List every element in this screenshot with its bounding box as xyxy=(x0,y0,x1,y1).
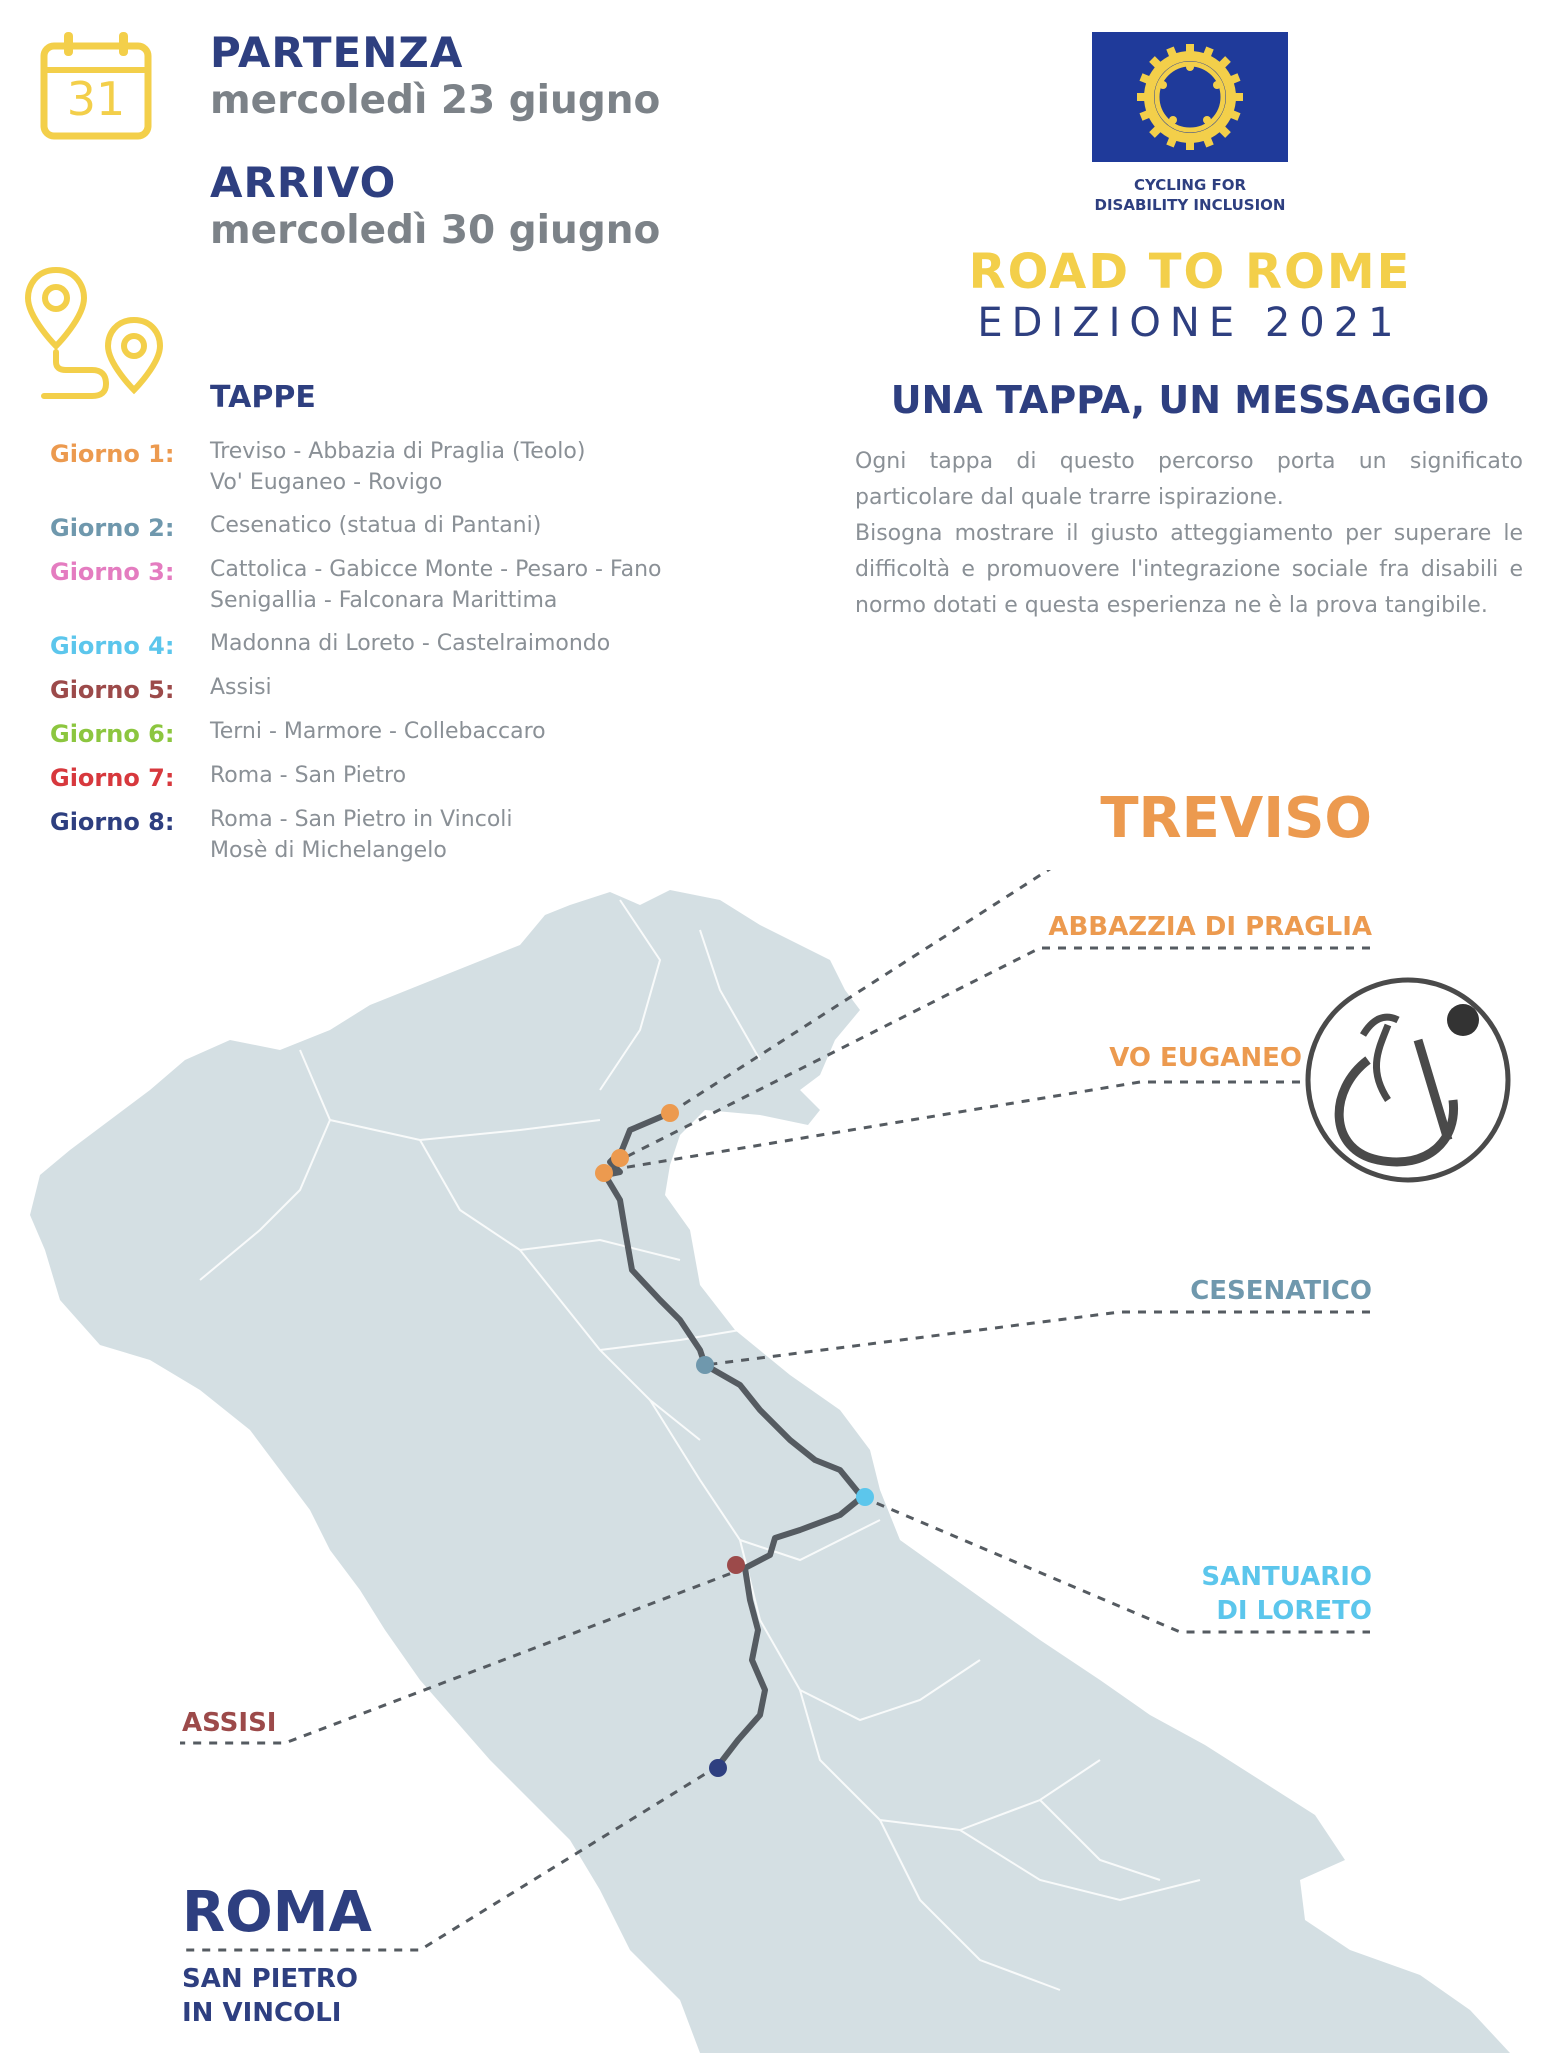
label-roma: ROMA xyxy=(182,1880,372,1945)
calendar-day: 31 xyxy=(66,72,126,126)
stop-assisi xyxy=(727,1556,745,1574)
day-label: Giorno 8: xyxy=(50,808,175,836)
tappe-title: TAPPE xyxy=(210,380,316,415)
label-abbazia: ABBAZZIA DI PRAGLIA xyxy=(1048,912,1372,942)
stop-vo-euganeo xyxy=(595,1164,613,1182)
stop-abbazia xyxy=(611,1149,629,1167)
label-vo-euganeo: VO EUGANEO xyxy=(1109,1043,1302,1073)
arrival-date: mercoledì 30 giugno xyxy=(210,208,661,253)
label-loreto-2: DI LORETO xyxy=(1216,1596,1372,1626)
message-paragraph-2: Bisogna mostrare il giusto atteggiamento per superare le difficoltà e promuovere l'integrazione sociale fra disabili e normo dotati e questa esperienza ne è la prova tangibile. xyxy=(855,521,1523,618)
label-roma-sub-1: SAN PIETRO xyxy=(182,1964,359,1994)
eu-flag-logo xyxy=(1092,32,1288,162)
departure-date: mercoledì 23 giugno xyxy=(210,78,661,123)
event-edition: EDIZIONE 2021 xyxy=(977,300,1403,346)
label-roma-sub-2: IN VINCOLI xyxy=(182,1998,342,2028)
day-label: Giorno 7: xyxy=(50,764,175,792)
stop-treviso xyxy=(661,1104,679,1122)
day-label: Giorno 3: xyxy=(50,558,175,586)
para-cyclist-icon xyxy=(1308,980,1508,1180)
message-title: UNA TAPPA, UN MESSAGGIO xyxy=(890,378,1490,422)
day-stage: Roma - San Pietro xyxy=(210,763,407,788)
day-label: Giorno 1: xyxy=(50,440,175,468)
stop-cesenatico xyxy=(696,1356,714,1374)
label-loreto-1: SANTUARIO xyxy=(1201,1562,1372,1592)
day-stage: Roma - San Pietro in Vincoli Mosè di Michelangelo xyxy=(210,807,513,863)
day-stage: Assisi xyxy=(210,675,272,700)
label-treviso: TREVISO xyxy=(1100,786,1372,851)
label-cesenatico: CESENATICO xyxy=(1190,1276,1372,1306)
message-paragraph-1: Ogni tappa di questo percorso porta un significato particolare dal quale trarre ispirazione. xyxy=(855,449,1523,510)
day-stage: Cesenatico (statua di Pantani) xyxy=(210,513,542,538)
day-stage: Madonna di Loreto - Castelraimondo xyxy=(210,631,611,656)
logo-line-2: DISABILITY INCLUSION xyxy=(1094,196,1286,214)
logo-line-1: CYCLING FOR xyxy=(1133,176,1247,194)
day-label: Giorno 2: xyxy=(50,514,175,542)
departure-label: PARTENZA xyxy=(210,28,464,77)
event-title: ROAD TO ROME xyxy=(968,244,1412,300)
day-label: Giorno 6: xyxy=(50,720,175,748)
stop-roma xyxy=(709,1759,727,1777)
arrival-label: ARRIVO xyxy=(210,158,397,207)
stop-loreto xyxy=(856,1488,874,1506)
day-stage: Terni - Marmore - Collebaccaro xyxy=(210,719,546,744)
label-assisi: ASSISI xyxy=(182,1708,277,1738)
route-pins-icon xyxy=(22,262,172,412)
bike-chainring-icon xyxy=(1092,32,1288,162)
day-label: Giorno 5: xyxy=(50,676,175,704)
day-label: Giorno 4: xyxy=(50,632,175,660)
day-stage: Cattolica - Gabicce Monte - Pesaro - Fano Senigallia - Falconara Marittima xyxy=(210,557,662,613)
day-stage: Treviso - Abbazia di Praglia (Teolo) Vo' Euganeo - Rovigo xyxy=(210,439,586,495)
